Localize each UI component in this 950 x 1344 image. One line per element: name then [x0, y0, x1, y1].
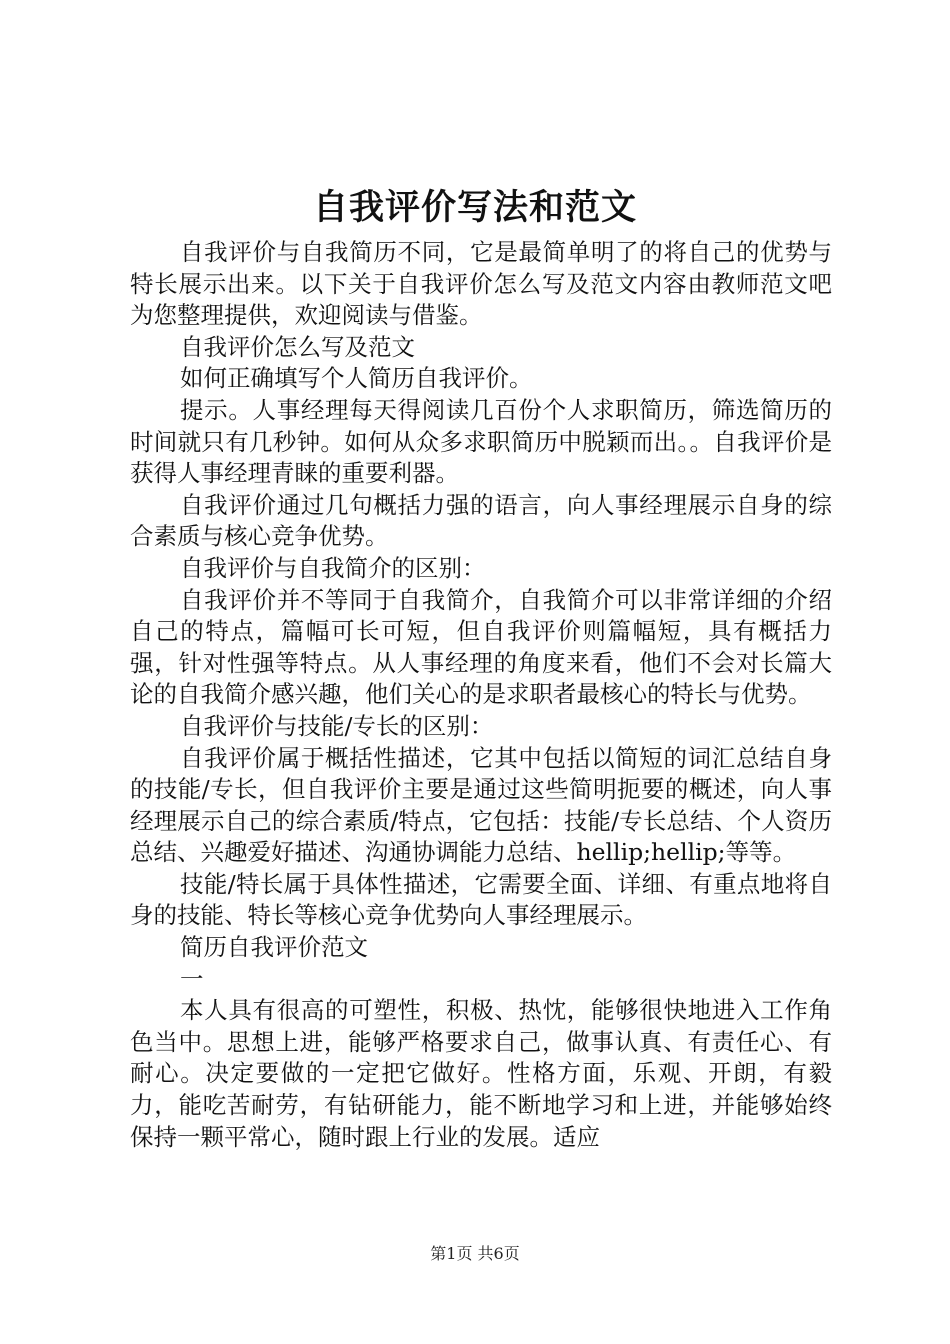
paragraph-tip: 提示。人事经理每天得阅读几百份个人求职简历，筛选简历的时间就只有几秒钟。如何从众多求职简历中脱颖而出。。自我评价是获得人事经理青睐的重要利器。	[130, 395, 832, 488]
document-body	[130, 237, 832, 1153]
paragraph-vs-skills: 自我评价属于概括性描述，它其中包括以简短的词汇总结自身的技能/专长，但自我评价主要是通过这些简明扼要的概述，向人事经理展示自己的综合素质/特点，它包括：技能/专长总结、个人资历总结、兴趣爱好描述、沟通协调能力总结、hellip;hellip;等等。	[130, 743, 832, 867]
paragraph-heading-vs-intro: 自我评价与自我简介的区别：	[180, 553, 486, 582]
page-footer: 第1页 共6页	[430, 1244, 520, 1263]
paragraph-vs-intro: 自我评价并不等同于自我简介，自我简介可以非常详细的介绍自己的特点，篇幅可长可短，但自我评价则篇幅短，具有概括力强，针对性强等特点。从人事经理的角度来看，他们不会对长篇大论的自我简介感兴趣，他们关心的是求职者最核心的特长与优势。	[130, 585, 832, 709]
document-title: 自我评价写法和范文	[312, 187, 637, 228]
paragraph-sample-number: 一	[180, 964, 204, 993]
paragraph-skills-detail: 技能/特长属于具体性描述，它需要全面、详细、有重点地将自身的技能、特长等核心竞争优势向人事经理展示。	[130, 869, 832, 930]
paragraph-sample-one: 本人具有很高的可塑性，积极、热忱，能够很快地进入工作角色当中。思想上进，能够严格要求自己，做事认真、有责任心、有耐心。决定要做的一定把它做好。性格方面，乐观、开朗，有毅力，能吃苦耐劳，有钻研能力，能不断地学习和上进，并能够始终保持一颗平常心，随时跟上行业的发展。适应	[130, 996, 832, 1151]
paragraph-heading-how-to-write: 自我评价怎么写及范文	[180, 332, 415, 361]
paragraph-heading-vs-skills: 自我评价与技能/专长的区别：	[180, 711, 494, 740]
paragraph-heading-samples: 简历自我评价范文	[180, 933, 368, 962]
paragraph-intro: 自我评价与自我简历不同，它是最简单明了的将自己的优势与特长展示出来。以下关于自我评价怎么写及范文内容由教师范文吧为您整理提供，欢迎阅读与借鉴。	[130, 238, 832, 330]
paragraph-how-to-fill: 如何正确填写个人简历自我评价。	[180, 364, 533, 393]
paragraph-summary: 自我评价通过几句概括力强的语言，向人事经理展示自身的综合素质与核心竞争优势。	[130, 490, 832, 551]
